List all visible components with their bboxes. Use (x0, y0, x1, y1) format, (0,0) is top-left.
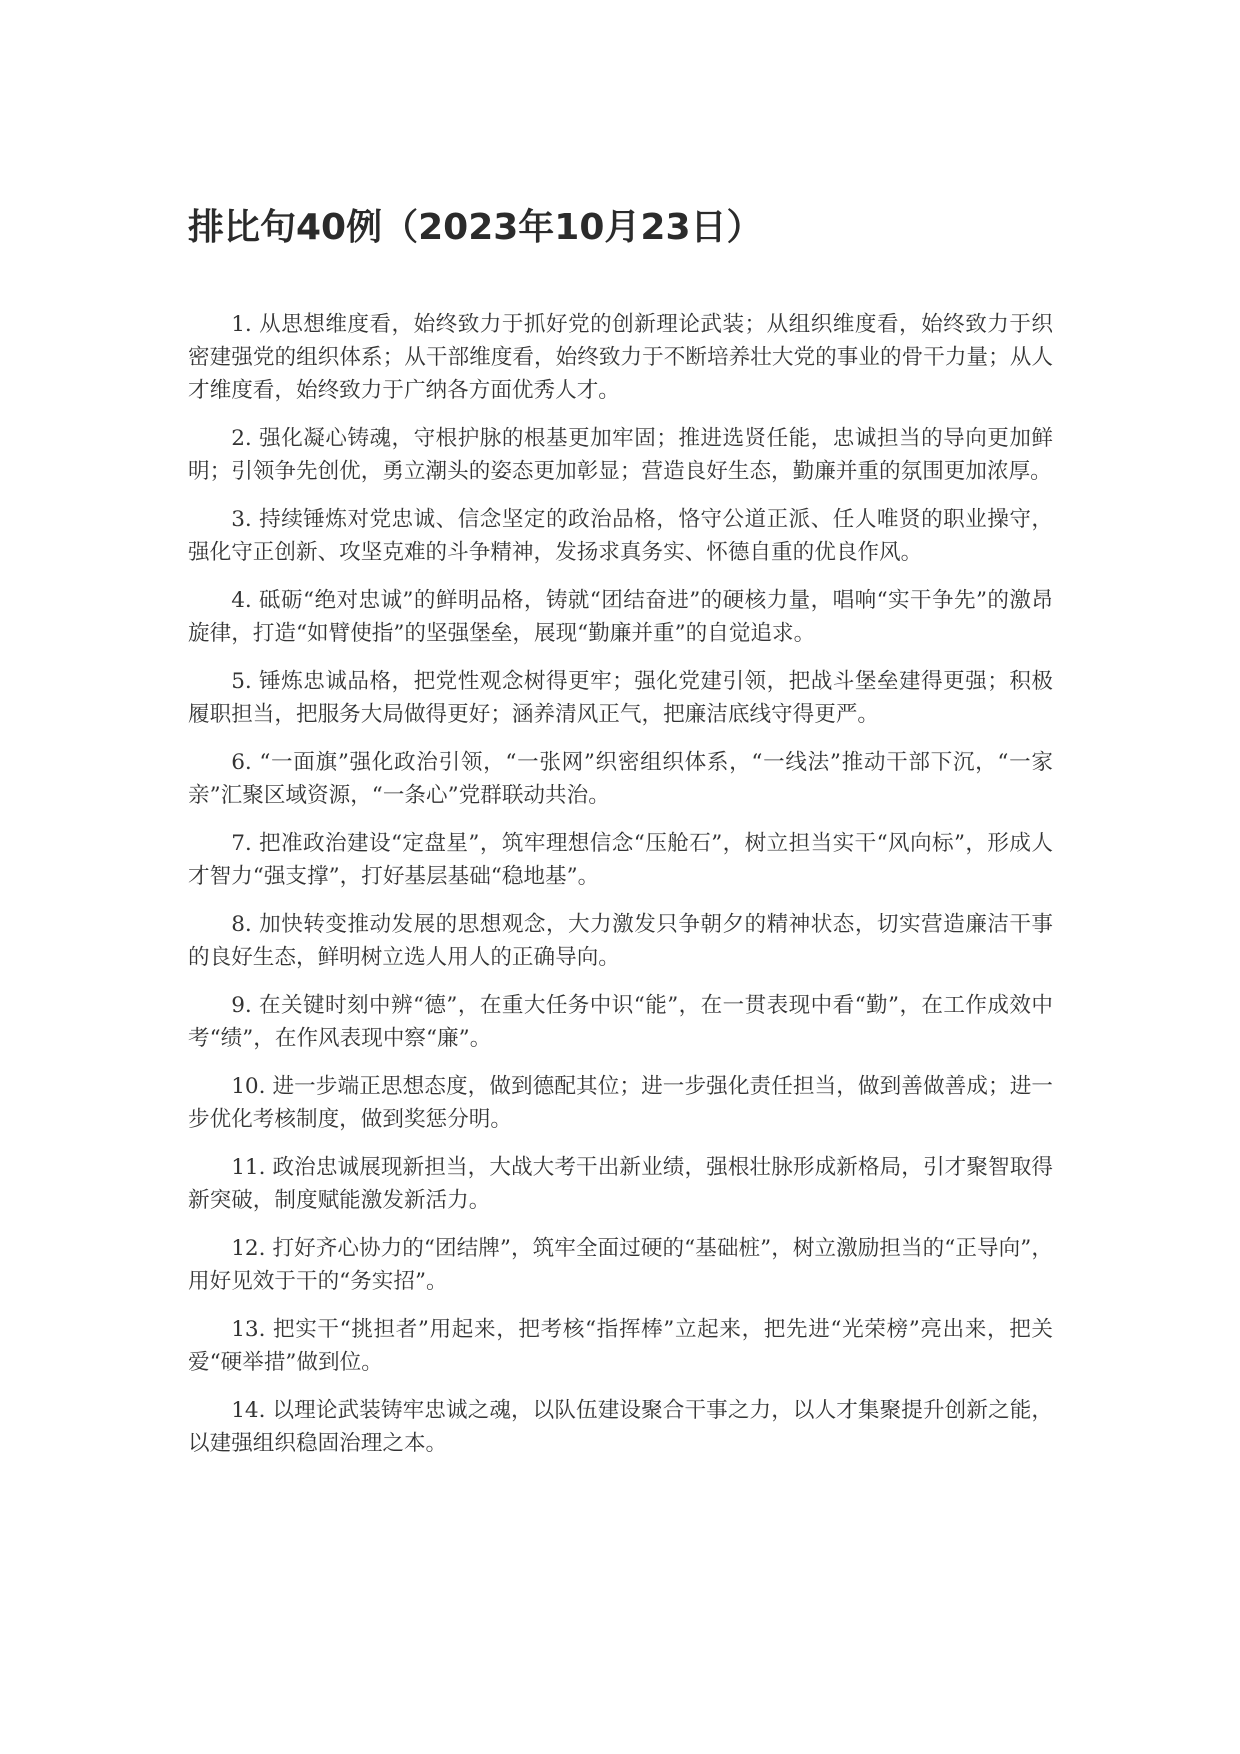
document-body (188, 308, 1053, 1475)
list-item-1: 1. 从思想维度看，始终致力于抓好党的创新理论武装；从组织维度看，始终致力于织密建强党的组织体系；从干部维度看，始终致力于不断培养壮大党的事业的骨干力量；从人才维度看，始终致力于广纳各方面优秀人才。 (188, 312, 1053, 403)
list-item-10: 10. 进一步端正思想态度，做到德配其位；进一步强化责任担当，做到善做善成；进一步优化考核制度，做到奖惩分明。 (188, 1074, 1053, 1132)
list-item-14: 14. 以理论武装铸牢忠诚之魂，以队伍建设聚合干事之力，以人才集聚提升创新之能，以建强组织稳固治理之本。 (188, 1398, 1053, 1456)
list-item-7: 7. 把准政治建设“定盘星”，筑牢理想信念“压舱石”，树立担当实干“风向标”，形成人才智力“强支撑”，打好基层基础“稳地基”。 (188, 831, 1053, 889)
list-item-2: 2. 强化凝心铸魂，守根护脉的根基更加牢固；推进选贤任能，忠诚担当的导向更加鲜明；引领争先创优，勇立潮头的姿态更加彰显；营造良好生态，勤廉并重的氛围更加浓厚。 (188, 426, 1053, 484)
list-item-11: 11. 政治忠诚展现新担当，大战大考干出新业绩，强根壮脉形成新格局，引才聚智取得新突破，制度赋能激发新活力。 (188, 1155, 1053, 1213)
list-item-12: 12. 打好齐心协力的“团结牌”，筑牢全面过硬的“基础桩”，树立激励担当的“正导向”，用好见效于干的“务实招”。 (188, 1236, 1053, 1294)
list-item-3: 3. 持续锤炼对党忠诚、信念坚定的政治品格，恪守公道正派、任人唯贤的职业操守，强化守正创新、攻坚克难的斗争精神，发扬求真务实、怀德自重的优良作风。 (188, 507, 1053, 565)
list-item-5: 5. 锤炼忠诚品格，把党性观念树得更牢；强化党建引领，把战斗堡垒建得更强；积极履职担当，把服务大局做得更好；涵养清风正气，把廉洁底线守得更严。 (188, 669, 1053, 727)
page-title: 排比句40例（2023年10月23日） (188, 207, 763, 248)
list-item-8: 8. 加快转变推动发展的思想观念，大力激发只争朝夕的精神状态，切实营造廉洁干事的良好生态，鲜明树立选人用人的正确导向。 (188, 912, 1053, 970)
list-item-4: 4. 砥砺“绝对忠诚”的鲜明品格，铸就“团结奋进”的硬核力量，唱响“实干争先”的激昂旋律，打造“如臂使指”的坚强堡垒，展现“勤廉并重”的自觉追求。 (188, 588, 1053, 646)
list-item-6: 6. “一面旗”强化政治引领，“一张网”织密组织体系，“一线法”推动干部下沉，“一家亲”汇聚区域资源，“一条心”党群联动共治。 (188, 750, 1053, 808)
list-item-9: 9. 在关键时刻中辨“德”，在重大任务中识“能”，在一贯表现中看“勤”，在工作成效中考“绩”，在作风表现中察“廉”。 (188, 993, 1053, 1051)
list-item-13: 13. 把实干“挑担者”用起来，把考核“指挥棒”立起来，把先进“光荣榜”亮出来，把关爱“硬举措”做到位。 (188, 1317, 1053, 1375)
